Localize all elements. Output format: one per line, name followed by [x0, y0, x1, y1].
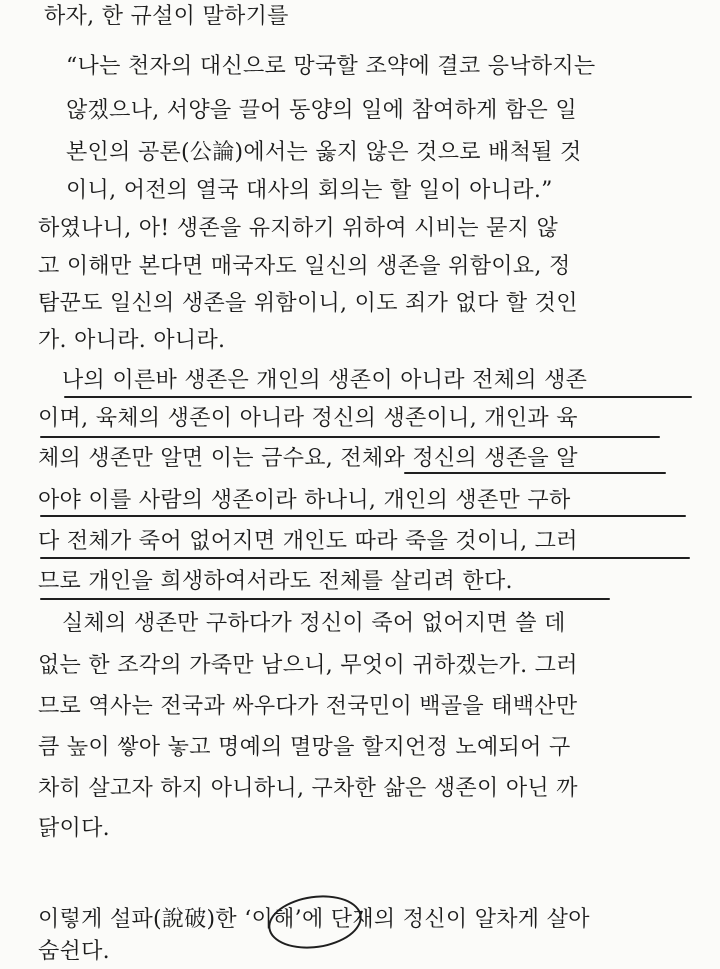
underline-stroke — [40, 436, 660, 438]
text-line: 이렇게 설파(說破)한 ‘이해’에 단재의 정신이 알차게 살아 — [38, 907, 590, 932]
text-line: 이니, 어전의 열국 대사의 회의는 할 일이 아니라.” — [66, 178, 553, 203]
underlined-text-line: 아야 이를 사람의 생존이라 하나니, 개인의 생존만 구하 — [38, 488, 571, 513]
text-line: 차히 살고자 하지 아니하니, 구차한 삶은 생존이 아닌 까 — [38, 776, 578, 801]
underline-stroke — [40, 515, 686, 517]
text-line: 탐꾼도 일신의 생존을 위함이니, 이도 죄가 없다 할 것인 — [38, 291, 578, 316]
text-line: 숨쉰다. — [38, 939, 110, 964]
text-line: “나는 천자의 대신으로 망국할 조약에 결코 응낙하지는 — [66, 54, 596, 79]
underlined-text-line: 체의 생존만 알면 이는 금수요, 전체와 정신의 생존을 알 — [38, 446, 578, 471]
text-line: 하자, 한 규설이 말하기를 — [44, 4, 289, 29]
underlined-text-line: 다 전체가 죽어 없어지면 개인도 따라 죽을 것이니, 그러 — [38, 529, 578, 554]
underlined-text-line: 므로 개인을 희생하여서라도 전체를 살리려 한다. — [38, 569, 513, 594]
text-line: 므로 역사는 전국과 싸우다가 전국민이 백골을 태백산만 — [38, 694, 578, 719]
text-line: 없는 한 조각의 가죽만 남으니, 무엇이 귀하겠는가. 그러 — [38, 653, 578, 678]
text-line: 가. 아니라. 아니라. — [38, 328, 226, 353]
underlined-text-line: 이며, 육체의 생존이 아니라 정신의 생존이니, 개인과 육 — [38, 406, 578, 431]
text-line: 큼 높이 쌓아 놓고 명예의 멸망을 할지언정 노예되어 구 — [38, 735, 571, 760]
hand-drawn-circle — [265, 890, 365, 955]
underlined-text-line: 나의 이른바 생존은 개인의 생존이 아니라 전체의 생존 — [62, 368, 588, 393]
text-line: 닭이다. — [38, 816, 110, 841]
underline-stroke — [40, 598, 610, 600]
underline-stroke — [64, 396, 692, 398]
text-line: 실체의 생존만 구하다가 정신이 죽어 없어지면 쓸 데 — [62, 611, 566, 636]
underline-stroke — [40, 557, 690, 559]
text-line: 않겠으나, 서양을 끌어 동양의 일에 참여하게 함은 일 — [66, 98, 577, 123]
text-line: 본인의 공론(公論)에서는 옳지 않은 것으로 배척될 것 — [66, 140, 582, 165]
text-line: 하였나니, 아! 생존을 유지하기 위하여 시비는 묻지 않 — [38, 216, 559, 241]
text-line: 고 이해만 본다면 매국자도 일신의 생존을 위함이요, 정 — [38, 254, 571, 279]
underline-stroke — [404, 472, 666, 474]
